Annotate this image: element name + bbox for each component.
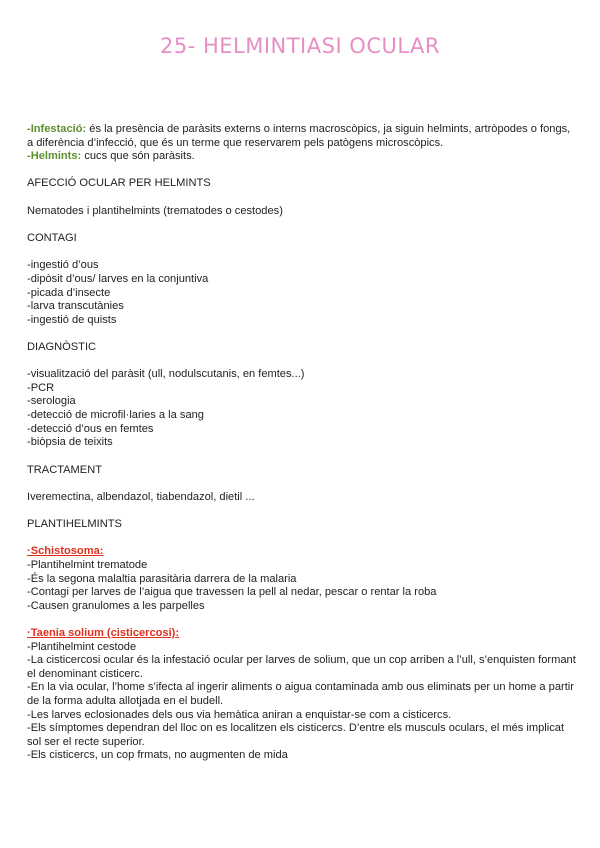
list-item: -serologia	[27, 395, 76, 408]
list-item: -Plantihelmint trematode	[27, 558, 148, 571]
definition-infestacio-text: és la presència de paràsits externs o interns macroscòpics, ja siguin helmints, artròpodes o fongs, a diferència d’infecció, que és un terme que reservarem pels patògens microscòpics.	[27, 123, 571, 149]
list-item: -Els cisticercs, un cop frmats, no augmenten de mida	[27, 749, 288, 762]
list-item: -dipòsit d’ous/ larves en la conjuntiva	[27, 272, 209, 285]
term-helmints: -Helmints:	[27, 150, 82, 163]
list-item: -visualització del paràsit (ull, nodulscutanis, en femtes...)	[27, 368, 305, 381]
list-item: -Contagi per larves de l’aigua que travessen la pell al nedar, pescar o rentar la roba	[27, 586, 437, 599]
list-item: -larva transcutànies	[27, 300, 124, 313]
list-item: -En la via ocular, l’home s’ifecta al ingerir aliments o aigua contaminada amb ous eliminats per un home a partir de la forma adulta allotjada en el budell.	[27, 681, 574, 707]
list-item: -PCR	[27, 381, 55, 394]
term-infestacio: -Infestació:	[27, 123, 87, 135]
list-item: -ingestió d’ous	[27, 259, 99, 272]
list-item: -detecció d’ous en femtes	[27, 422, 154, 435]
definition-infestacio	[27, 123, 579, 150]
list-item: -Plantihelmint cestode	[27, 640, 137, 653]
list-item: -Causen granulomes a les parpelles	[27, 599, 205, 612]
page-title: 25- HELMINTIASI OCULAR	[159, 34, 441, 58]
subheading-taenia: ·Taenia solium (cisticercosi):	[27, 627, 180, 639]
definition-helmints-text: cucs que són paràsits.	[81, 150, 195, 163]
list-item: -picada d’insecte	[27, 286, 111, 299]
list-item: -detecció de microfil·laries a la sang	[27, 409, 204, 422]
list-item: -ingestió de quists	[27, 313, 117, 326]
section-heading-diagnostic: DIAGNÒSTIC	[27, 340, 97, 353]
definition-helmints	[27, 150, 579, 164]
tractament-text: Iveremectina, albendazol, tiabendazol, dietil ...	[27, 490, 255, 503]
afeccio-text: Nematodes i plantihelmints (trematodes o cestodes)	[27, 204, 283, 217]
section-heading-plantihelmints: PLANTIHELMINTS	[27, 518, 122, 531]
section-heading-afeccio: AFECCIÓ OCULAR PER HELMINTS	[27, 177, 211, 190]
list-item: -La cisticercosi ocular és la infestació ocular per larves de solium, que un cop arriben a l’ull, s’enquisten formant el denominant cisticerc.	[27, 654, 576, 680]
section-heading-contagi: CONTAGI	[27, 232, 77, 245]
subheading-schistosoma: ·Schistosoma:	[27, 545, 104, 558]
list-item: -És la segona malaltia parasitària darrera de la malaria	[27, 572, 297, 585]
section-heading-tractament: TRACTAMENT	[27, 463, 102, 476]
list-item: -biòpsia de teixits	[27, 436, 113, 449]
list-item: -Els símptomes dependran del lloc on es localitzen els cisticercs. D’entre els musculs oculars, el més implicat sol ser el recte superior.	[27, 722, 565, 748]
list-item: -Les larves eclosionades dels ous via hemàtica aniran a enquistar-se com a cisticercs.	[27, 708, 452, 721]
document-body	[27, 123, 579, 763]
